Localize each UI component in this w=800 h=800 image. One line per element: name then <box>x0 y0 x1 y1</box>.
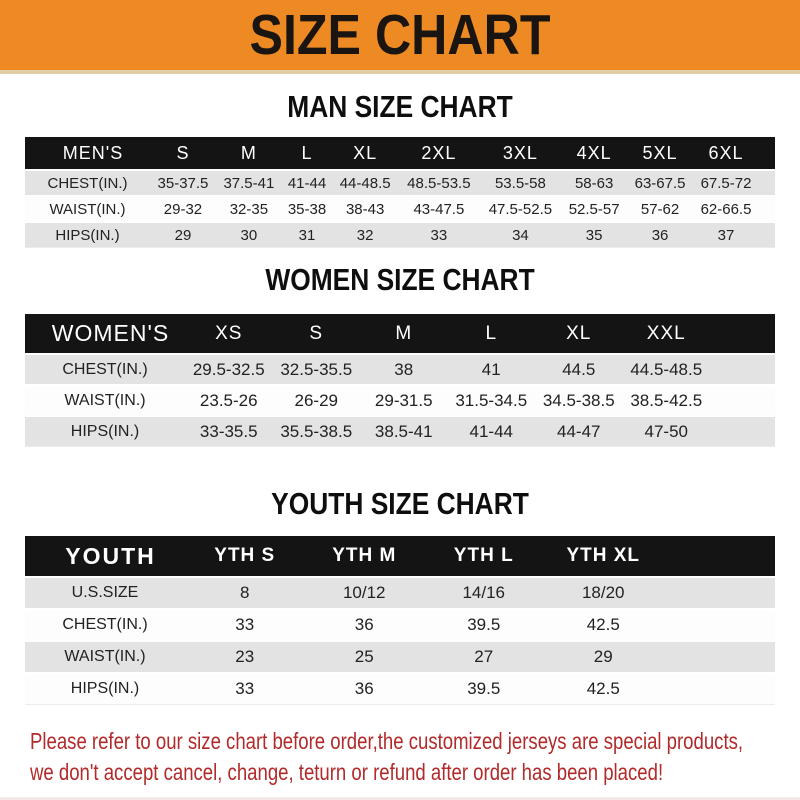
table-cell: 33 <box>185 673 305 705</box>
table-cell: 52.5-57 <box>561 196 627 222</box>
row-label: HIPS(IN.) <box>25 673 185 705</box>
table-cell: 32 <box>332 222 398 248</box>
table-cell: 36 <box>305 673 425 705</box>
column-header: M <box>216 137 282 170</box>
column-header: 5XL <box>627 137 693 170</box>
filler-cell <box>759 196 775 222</box>
table-corner-label: MEN'S <box>25 137 150 170</box>
table-cell: 33 <box>398 222 480 248</box>
table-cell: 37.5-41 <box>216 170 282 196</box>
table-cell: 38.5-42.5 <box>623 385 711 416</box>
disclaimer-line-1: Please refer to our size chart before order,the customized jerseys are special products, <box>30 728 744 754</box>
table-cell: 67.5-72 <box>693 170 759 196</box>
column-header: L <box>282 137 332 170</box>
table-cell: 53.5-58 <box>480 170 562 196</box>
row-label: HIPS(IN.) <box>25 222 150 248</box>
table-cell: 38.5-41 <box>360 416 448 447</box>
column-header: YTH L <box>424 536 544 577</box>
table-cell: 58-63 <box>561 170 627 196</box>
column-header: 6XL <box>693 137 759 170</box>
table-cell: 23.5-26 <box>185 385 273 416</box>
table-cell: 23 <box>185 641 305 673</box>
filler-cell <box>663 641 775 673</box>
table-cell: 57-62 <box>627 196 693 222</box>
table-cell: 44-48.5 <box>332 170 398 196</box>
row-label: CHEST(IN.) <box>25 609 185 641</box>
table-cell: 26-29 <box>273 385 361 416</box>
filler-cell <box>710 354 775 385</box>
row-label: HIPS(IN.) <box>25 416 185 447</box>
column-header: 2XL <box>398 137 480 170</box>
filler-cell <box>663 577 775 609</box>
table-cell: 41-44 <box>448 416 536 447</box>
table-cell: 44.5 <box>535 354 623 385</box>
youth-section <box>0 487 800 705</box>
table-corner-label: YOUTH <box>25 536 185 577</box>
table-cell: 27 <box>424 641 544 673</box>
row-label: CHEST(IN.) <box>25 354 185 385</box>
table-row <box>25 385 775 416</box>
table-cell: 38-43 <box>332 196 398 222</box>
row-label: U.S.SIZE <box>25 577 185 609</box>
table-cell: 29-32 <box>150 196 216 222</box>
men-size-table <box>25 137 775 248</box>
filler-cell <box>710 314 775 354</box>
column-header: YTH S <box>185 536 305 577</box>
men-section-heading: MAN SIZE CHART <box>287 89 513 124</box>
table-row <box>25 609 775 641</box>
row-label: WAIST(IN.) <box>25 641 185 673</box>
table-row <box>25 196 775 222</box>
table-cell: 41-44 <box>282 170 332 196</box>
table-header-row <box>25 536 775 577</box>
disclaimer-note <box>30 726 800 788</box>
table-cell: 29 <box>150 222 216 248</box>
column-header: XS <box>185 314 273 354</box>
table-row <box>25 170 775 196</box>
table-cell: 33 <box>185 609 305 641</box>
filler-cell <box>663 536 775 577</box>
filler-cell <box>759 137 775 170</box>
table-row <box>25 641 775 673</box>
row-label: CHEST(IN.) <box>25 170 150 196</box>
table-cell: 31 <box>282 222 332 248</box>
column-header: XXL <box>623 314 711 354</box>
table-cell: 38 <box>360 354 448 385</box>
table-cell: 36 <box>627 222 693 248</box>
table-cell: 62-66.5 <box>693 196 759 222</box>
table-cell: 44.5-48.5 <box>623 354 711 385</box>
table-cell: 43-47.5 <box>398 196 480 222</box>
table-cell: 37 <box>693 222 759 248</box>
table-cell: 39.5 <box>424 609 544 641</box>
table-cell: 29-31.5 <box>360 385 448 416</box>
table-cell: 33-35.5 <box>185 416 273 447</box>
filler-cell <box>663 673 775 705</box>
row-label: WAIST(IN.) <box>25 385 185 416</box>
table-cell: 34.5-38.5 <box>535 385 623 416</box>
table-cell: 14/16 <box>424 577 544 609</box>
filler-cell <box>759 222 775 248</box>
table-cell: 34 <box>480 222 562 248</box>
table-cell: 32-35 <box>216 196 282 222</box>
column-header: YTH XL <box>544 536 664 577</box>
filler-cell <box>663 609 775 641</box>
table-cell: 35 <box>561 222 627 248</box>
table-cell: 18/20 <box>544 577 664 609</box>
table-cell: 25 <box>305 641 425 673</box>
table-cell: 32.5-35.5 <box>273 354 361 385</box>
row-label: WAIST(IN.) <box>25 196 150 222</box>
column-header: L <box>448 314 536 354</box>
table-cell: 35.5-38.5 <box>273 416 361 447</box>
column-header: S <box>150 137 216 170</box>
table-cell: 29.5-32.5 <box>185 354 273 385</box>
banner-title: SIZE CHART <box>249 3 551 67</box>
table-cell: 47.5-52.5 <box>480 196 562 222</box>
table-cell: 41 <box>448 354 536 385</box>
filler-cell <box>710 416 775 447</box>
table-cell: 42.5 <box>544 673 664 705</box>
table-cell: 48.5-53.5 <box>398 170 480 196</box>
column-header: 3XL <box>480 137 562 170</box>
column-header: XL <box>535 314 623 354</box>
column-header: XL <box>332 137 398 170</box>
table-row <box>25 577 775 609</box>
table-cell: 42.5 <box>544 609 664 641</box>
table-cell: 10/12 <box>305 577 425 609</box>
table-cell: 35-38 <box>282 196 332 222</box>
table-cell: 63-67.5 <box>627 170 693 196</box>
table-header-row <box>25 314 775 354</box>
table-corner-label: WOMEN'S <box>25 314 185 354</box>
table-cell: 39.5 <box>424 673 544 705</box>
women-section <box>0 263 800 447</box>
table-cell: 47-50 <box>623 416 711 447</box>
table-row <box>25 673 775 705</box>
table-cell: 30 <box>216 222 282 248</box>
banner <box>0 0 800 74</box>
table-row <box>25 222 775 248</box>
table-cell: 44-47 <box>535 416 623 447</box>
table-row <box>25 354 775 385</box>
table-cell: 29 <box>544 641 664 673</box>
column-header: YTH M <box>305 536 425 577</box>
filler-cell <box>759 170 775 196</box>
table-cell: 36 <box>305 609 425 641</box>
youth-section-heading: YOUTH SIZE CHART <box>271 486 529 521</box>
filler-cell <box>710 385 775 416</box>
women-section-heading: WOMEN SIZE CHART <box>265 262 535 297</box>
column-header: M <box>360 314 448 354</box>
disclaimer-line-2: we don't accept cancel, change, teturn or refund after order has been placed! <box>30 759 664 785</box>
table-header-row <box>25 137 775 170</box>
youth-size-table <box>25 536 775 705</box>
table-cell: 8 <box>185 577 305 609</box>
table-row <box>25 416 775 447</box>
men-section <box>0 90 800 248</box>
table-cell: 31.5-34.5 <box>448 385 536 416</box>
column-header: 4XL <box>561 137 627 170</box>
women-size-table <box>25 314 775 447</box>
column-header: S <box>273 314 361 354</box>
table-cell: 35-37.5 <box>150 170 216 196</box>
